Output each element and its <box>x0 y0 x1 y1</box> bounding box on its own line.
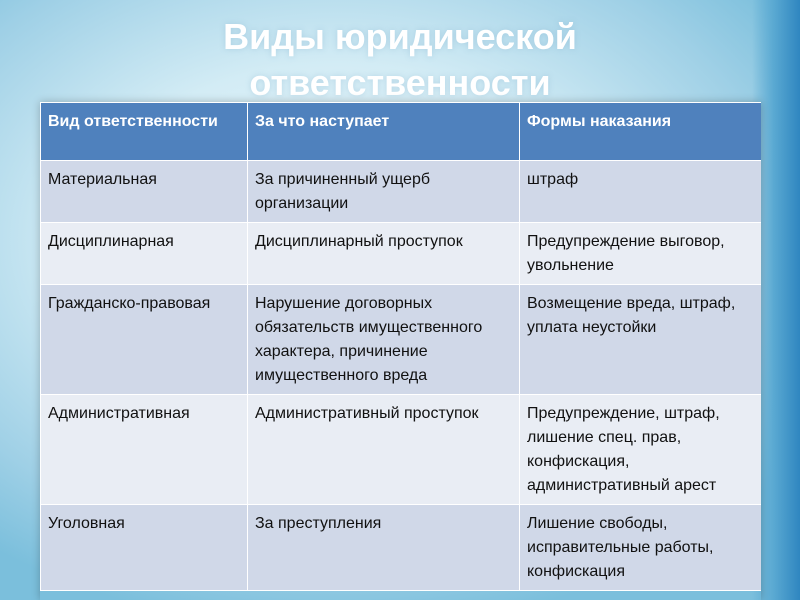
table-row <box>41 285 762 395</box>
table-row <box>41 161 762 223</box>
cell-type: Дисциплинарная <box>41 223 248 285</box>
cell-type: Уголовная <box>41 505 248 591</box>
cell-type: Гражданско-правовая <box>41 285 248 395</box>
header-cause: За что наступает <box>248 103 520 161</box>
cell-cause: Административный проступок <box>248 395 520 505</box>
table-row <box>41 505 762 591</box>
slide-title-line-1: Виды юридической <box>223 16 577 57</box>
table-header-row <box>41 103 762 161</box>
table-row <box>41 223 762 285</box>
cell-punishment: Предупреждение, штраф, лишение спец. прав, конфискация, административный арест <box>520 395 762 505</box>
cell-cause: За причиненный ущерб организации <box>248 161 520 223</box>
slide-title <box>0 14 800 106</box>
header-type: Вид ответственности <box>41 103 248 161</box>
table-row <box>41 395 762 505</box>
cell-punishment: Возмещение вреда, штраф, уплата неустойки <box>520 285 762 395</box>
header-punishment: Формы наказания <box>520 103 762 161</box>
cell-cause: Дисциплинарный проступок <box>248 223 520 285</box>
cell-cause: Нарушение договорных обязательств имущественного характера, причинение имущественного вреда <box>248 285 520 395</box>
cell-punishment: Предупреждение выговор, увольнение <box>520 223 762 285</box>
cell-punishment: Лишение свободы, исправительные работы, конфискация <box>520 505 762 591</box>
responsibility-table <box>40 102 761 591</box>
responsibility-table-container <box>40 102 761 600</box>
cell-punishment: штраф <box>520 161 762 223</box>
cell-cause: За преступления <box>248 505 520 591</box>
cell-type: Административная <box>41 395 248 505</box>
cell-type: Материальная <box>41 161 248 223</box>
slide-title-line-2: ответственности <box>249 62 551 103</box>
